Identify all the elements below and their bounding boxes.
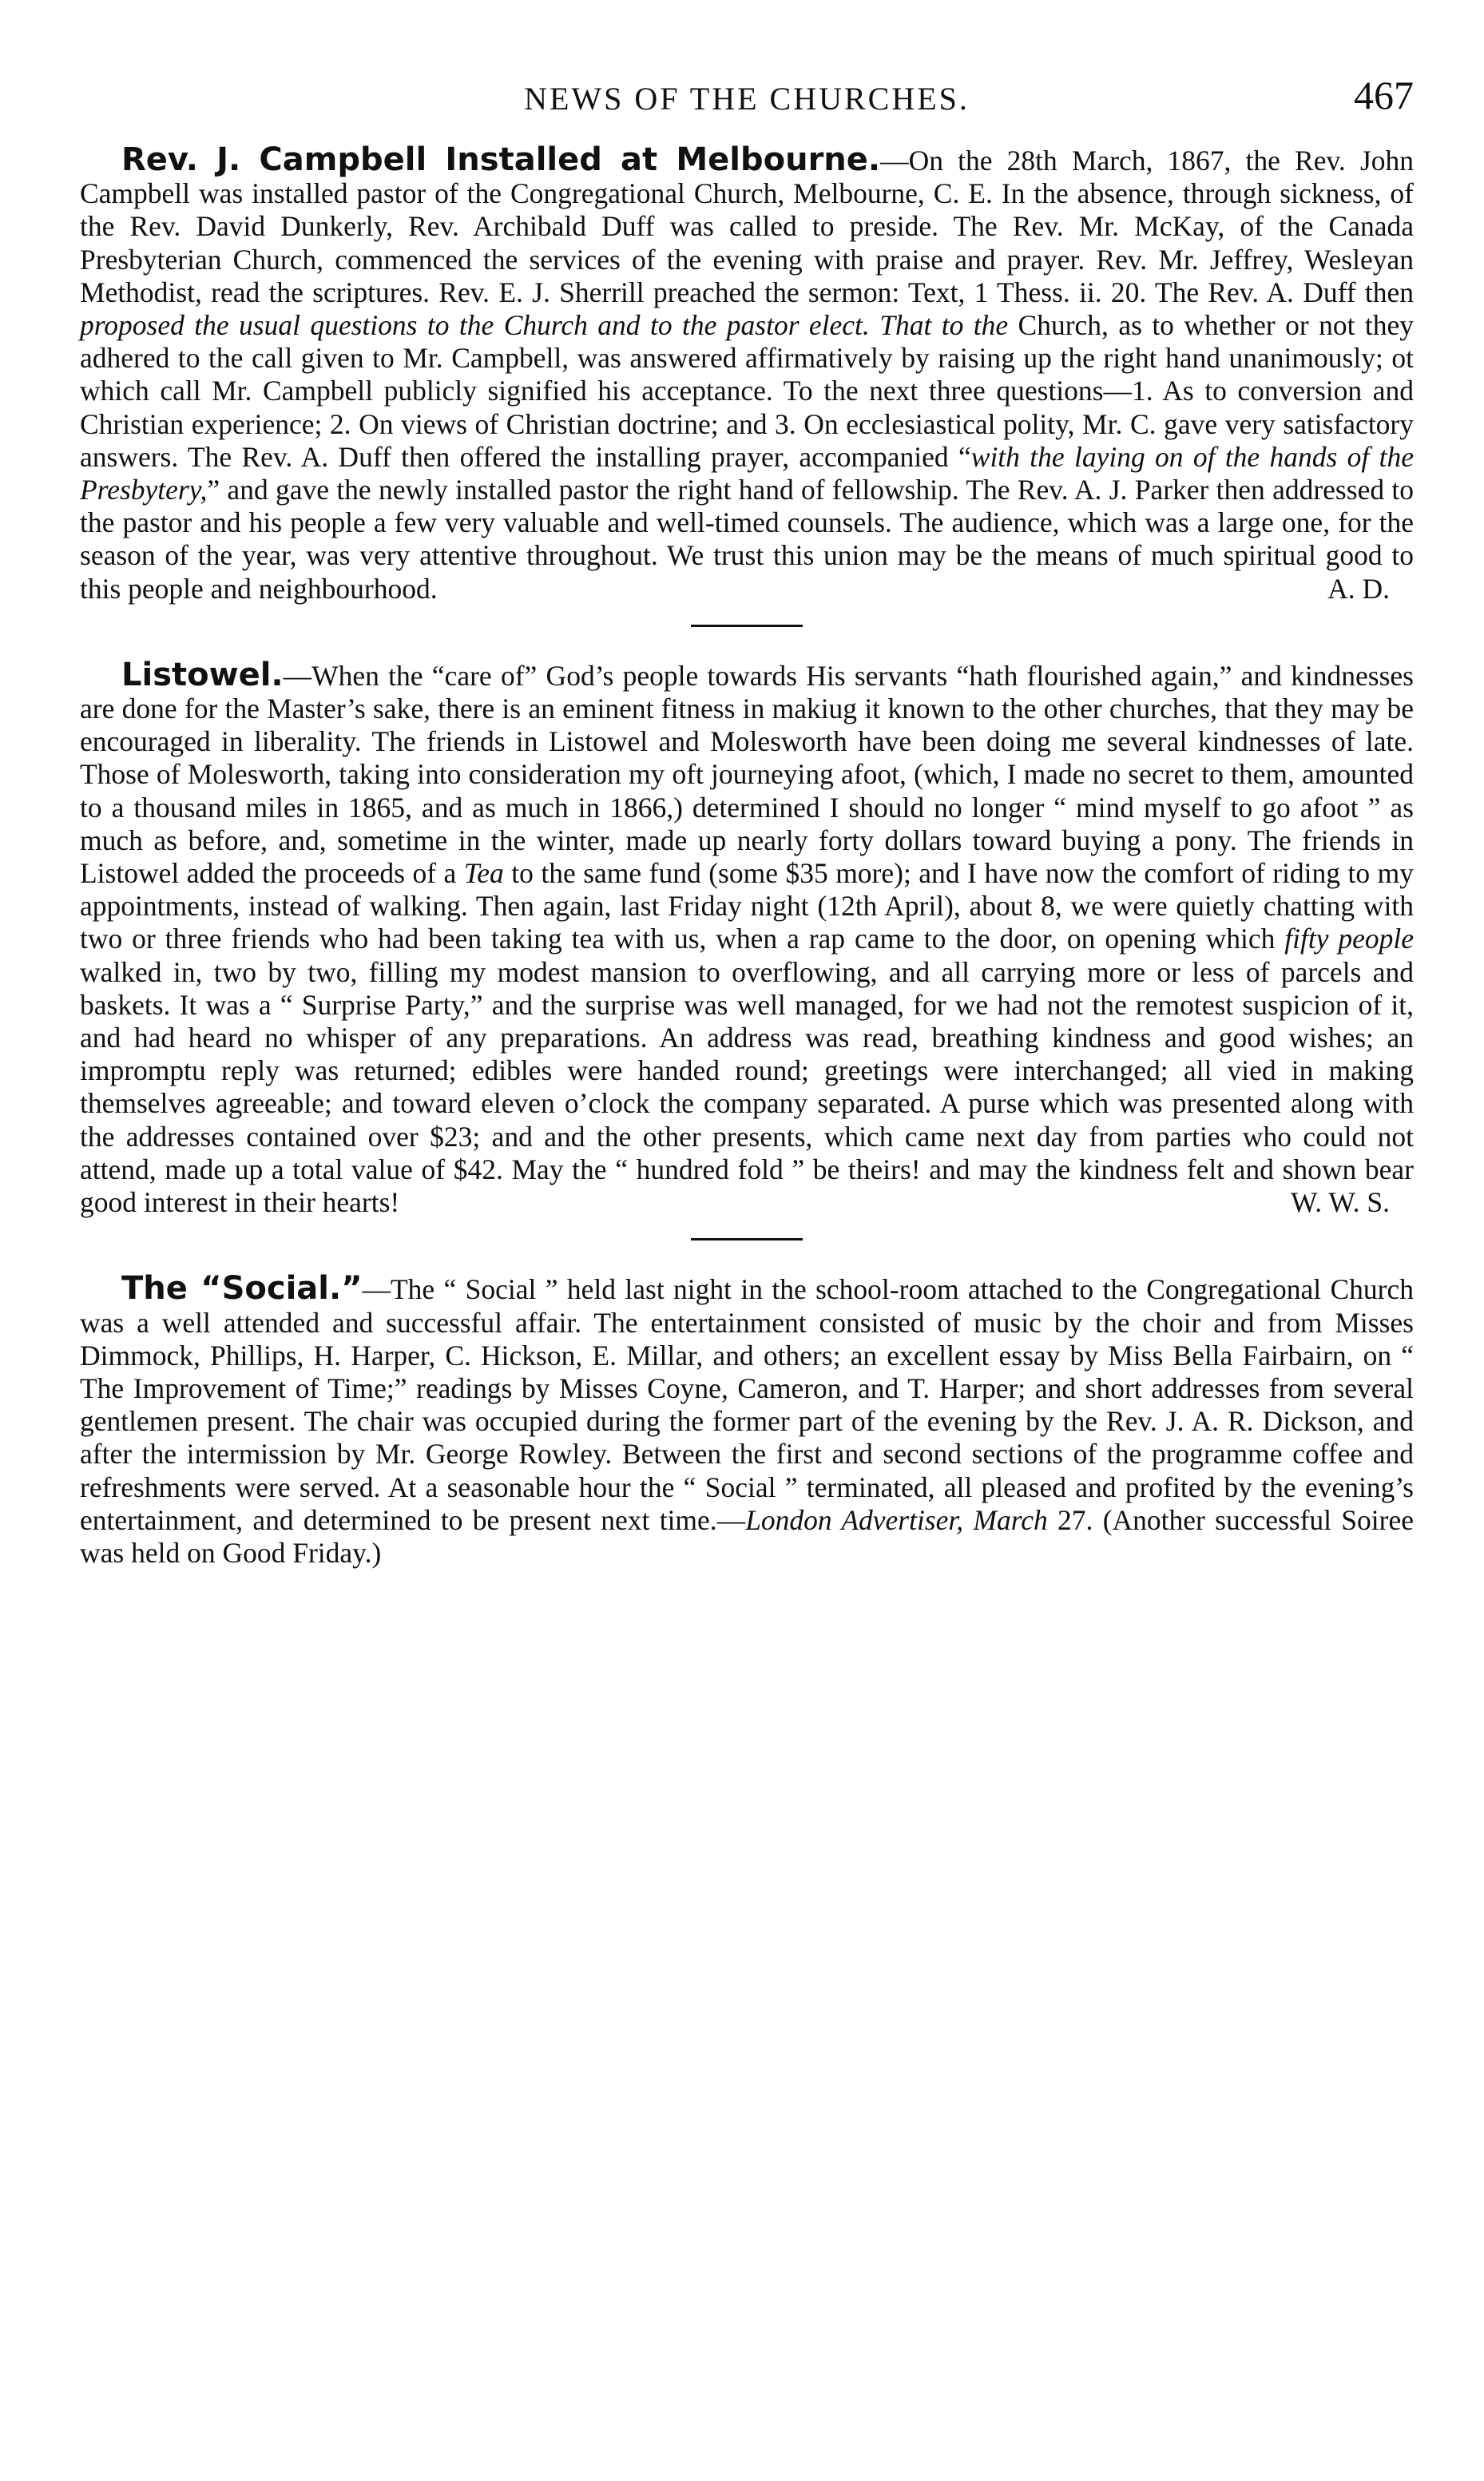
article-text: Church, as to whether or not they adhered to the call given to Mr. Campbell, was answered affirmatively by raising up the right hand unanimously; ot which call Mr. Campbell publicly signified his acceptance. To the next three questions—1. As to conversion and Christian experience; 2. On views of Christian doctrine; and 3. On ecclesiastical polity, Mr. C. gave very satisfactory answers. The Rev. A. Duff then offered the installing prayer, accompanied “	[80, 309, 1414, 473]
article-text: ” and gave the newly installed pastor the right hand of fellowship. The Rev. A. J. Parker then addressed to the pastor and his people a few very valuable and well-timed counsels. The audience, which was a large one, for the season of the year, was very attentive throughout. We trust this union may be the means of much spiritual good to this people and neighbourhood.	[80, 474, 1414, 605]
article-listowel	[80, 656, 1414, 1219]
article-text: —When the “care of” God’s people towards His servants “hath flourished again,” and kindnesses are done for the Master’s sake, there is an eminent fitness in makiug it known to the other churches, that they may be encouraged in liberality. The friends in Listowel and Molesworth have been doing me several kindnesses of late. Those of Molesworth, taking into consideration my oft journeying afoot, (which, I made no secret to them, amounted to a thousand miles in 1865, and as much in 1866,) determined I should no longer “ mind myself to go afoot ” as much as before, and, sometime in the winter, made up nearly forty dollars toward buying a pony. The friends in Listowel added the proceeds of a	[80, 659, 1414, 890]
article-heading: Rev. J. Campbell Installed at Melbourne.	[121, 141, 881, 178]
running-title: NEWS OF THE CHURCHES.	[524, 81, 970, 117]
article-italic-text: fifty people	[1284, 923, 1414, 955]
page	[80, 64, 1414, 1570]
running-head	[80, 64, 1414, 136]
article-heading: The “Social.”	[121, 1270, 363, 1308]
article-text: —On the 28th March, 1867, the Rev. John Campbell was installed pastor of the Congregational Church, Melbourne, C. E. In the absence, through sickness, of the Rev. David Dunkerly, Rev. Archibald Duff was called to preside. The Rev. Mr. McKay, of the Canada Presbyterian Church, commenced the services of the evening with praise and prayer. Rev. Mr. Jeffrey, Wesleyan Methodist, read the scriptures. Rev. E. J. Sherrill preached the sermon: Text, 1 Thess. ii. 20. The Rev. A. Duff then	[80, 145, 1415, 308]
signature: A. D.	[1327, 572, 1390, 605]
article-text: 27. (Another successful Soiree was held on Good Friday.)	[80, 1503, 1414, 1569]
section-divider	[691, 1238, 803, 1240]
article-paragraph	[80, 1272, 1414, 1570]
section-divider	[691, 625, 803, 627]
article-text: to the same fund (some $35 more); and I have now the comfort of riding to my appointments, instead of walking. Then again, last Friday night (12th April), about 8, we were quietly chatting with two or three friends who had been taking tea with us, when a rap came to the door, on opening which	[80, 857, 1414, 955]
article-social	[80, 1272, 1414, 1570]
article-italic-text: with the laying on of the hands of the Presbytery,	[80, 440, 1414, 506]
article-text: —The “ Social ” held last night in the school-room attached to the Congregational Church was a well attended and successful affair. The entertainment consisted of music by the choir and from Misses Dimmock, Phillips, H. Harper, C. Hickson, E. Millar, and others; an excellent essay by Miss Bella Fairbairn, on “ The Improvement of Time;” readings by Misses Coyne, Cameron, and T. Harper; and short addresses from several gentlemen present. The chair was occupied during the former part of the evening by the Rev. J. A. R. Dickson, and after the intermission by Mr. George Rowley. Between the first and second sections of the programme coffee and refreshments were served. At a seasonable hour the “ Social ” terminated, all pleased and profited by the evening’s entertainment, and determined to be present next time.—	[80, 1273, 1414, 1536]
signature: W. W. S.	[1291, 1186, 1390, 1219]
article-paragraph	[80, 656, 1414, 1219]
article-italic-text: Tea	[463, 857, 504, 890]
article-italic-text: London Advertiser, March	[745, 1503, 1048, 1536]
page-number: 467	[1354, 73, 1414, 117]
article-campbell-installation	[80, 141, 1415, 605]
article-text: walked in, two by two, filling my modest mansion to overflowing, and all carrying more or less of parcels and baskets. It was a “ Surprise Party,” and the surprise was well managed, for we had not the remotest suspicion of it, and had heard no whisper of any preparations. An address was read, breathing kindness and good wishes; an impromptu reply was returned; edibles were handed round; greetings were interchanged; all vied in making themselves agreeable; and toward eleven o’clock the company separated. A purse which was presented along with the addresses contained over $23; and and the other presents, which came next day from parties who could not attend, made up a total value of $42. May the “ hundred fold ” be theirs! and may the kindness felt and shown bear good interest in their hearts!	[80, 955, 1414, 1219]
article-paragraph	[80, 141, 1415, 605]
article-italic-text: proposed the usual questions to the Church and to the pastor elect. That to the	[80, 309, 1009, 342]
article-heading: Listowel.	[121, 656, 284, 693]
